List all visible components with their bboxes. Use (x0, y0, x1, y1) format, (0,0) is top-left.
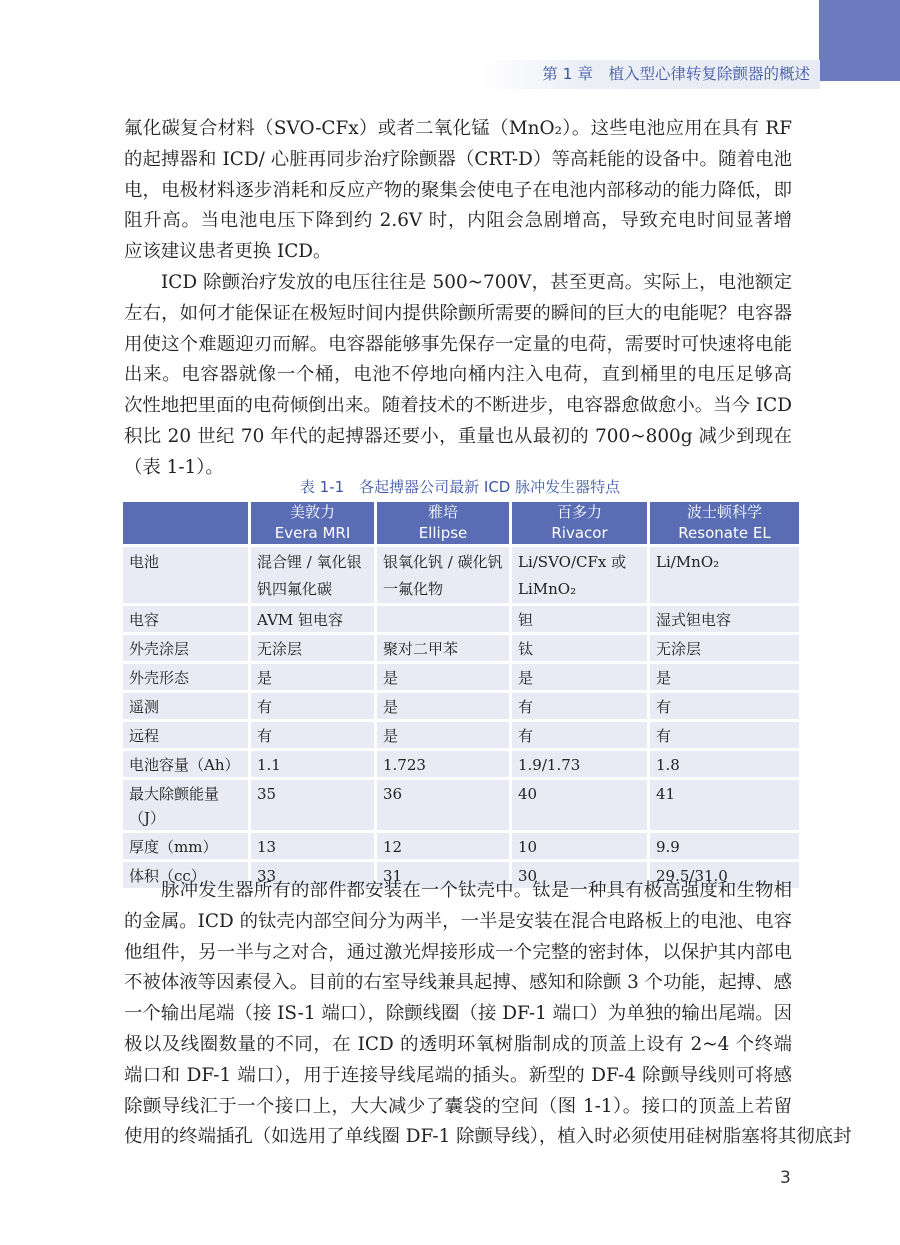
text-line: 的金属。ICD 的钛壳内部空间分为两半，一半是安装在混合电路板上的电池、电容 (124, 910, 792, 932)
chapter-title: 植入型心律转复除颤器的概述 (608, 65, 810, 83)
table-cell: 是 (376, 721, 511, 750)
table-cell: 12 (376, 832, 511, 861)
table-cell: 33 (250, 861, 376, 890)
chapter-number: 第 1 章 (542, 65, 593, 83)
row-label: 遥测 (122, 692, 250, 721)
table-row (122, 750, 801, 779)
table-cell: 是 (250, 663, 376, 692)
table-cell: 是 (376, 692, 511, 721)
row-label: 厚度（mm） (122, 832, 250, 861)
table-caption: 表 1-1 各起搏器公司最新 ICD 脉冲发生器特点 (299, 478, 621, 496)
table-cell: 9.9 (649, 832, 801, 861)
table-cell: 有 (511, 692, 649, 721)
column-model: Evera MRI (274, 524, 351, 542)
text-line: 他组件，另一半与之对合，通过激光焊接形成一个完整的密封体，以保护其内部电 (124, 941, 792, 963)
table-cell: 1.9/1.73 (511, 750, 649, 779)
table-row (122, 634, 801, 663)
column-company: 百多力 (556, 503, 602, 521)
table-cell: 30 (511, 861, 649, 890)
row-label: 最大除颤能量（J） (122, 779, 250, 832)
text-line: （表 1-1）。 (124, 456, 224, 478)
column-model: Resonate EL (678, 524, 771, 542)
table-cell: 是 (649, 663, 801, 692)
row-label: 体积（cc） (122, 861, 250, 890)
row-label: 电池 (122, 546, 250, 605)
text-line: 次性地把里面的电荷倾倒出来。随着技术的不断进步，电容器愈做愈小。当今 ICD (124, 395, 792, 417)
table-row (122, 663, 801, 692)
table-cell: 29.5/31.0 (649, 861, 801, 890)
column-company: 波士顿科学 (686, 503, 762, 521)
text-line: 使用的终端插孔（如选用了单线圈 DF-1 除颤导线），植入时必须使用硅树脂塞将其彻底封 (124, 1126, 852, 1148)
row-label: 外壳形态 (122, 663, 250, 692)
paragraph-2 (124, 268, 792, 484)
table-cell: 无涂层 (649, 634, 801, 663)
table-cell: 混合锂 / 氧化银钒四氟化碳 (250, 546, 376, 605)
text-line: 氟化碳复合材料（SVO-CFx）或者二氧化锰（MnO₂）。这些电池应用在具有 RF (124, 118, 792, 139)
table-row (122, 721, 801, 750)
running-header (542, 62, 810, 84)
column-header (122, 501, 250, 546)
column-header (376, 501, 511, 546)
column-model: Ellipse (418, 524, 468, 542)
column-header (511, 501, 649, 546)
table-cell: 湿式钽电容 (649, 605, 801, 634)
table-cell: Li/MnO₂ (649, 546, 801, 605)
table-row (122, 779, 801, 832)
table-cell: 是 (511, 663, 649, 692)
table-cell: 36 (376, 779, 511, 832)
table-cell: 41 (649, 779, 801, 832)
table-cell: 1.1 (250, 750, 376, 779)
paragraph-1 (124, 114, 792, 268)
table-row (122, 832, 801, 861)
table-header-row (122, 501, 801, 546)
chapter-tab-block (819, 0, 900, 81)
table-cell: Li/SVO/CFx 或 LiMnO₂ (511, 546, 649, 605)
row-label: 远程 (122, 721, 250, 750)
table-row (122, 546, 801, 605)
text-line: 除颤导线汇于一个接口上，大大减少了囊袋的空间（图 1-1）。接口的顶盖上若留 (124, 1095, 792, 1117)
table-cell: 有 (649, 692, 801, 721)
column-company: 雅培 (427, 503, 458, 521)
table-cell: 13 (250, 832, 376, 861)
text-line: 积比 20 世纪 70 年代的起搏器还要小，重量也从最初的 700~800g 减少到现在 (124, 425, 792, 447)
text-line: 脉冲发生器所有的部件都安装在一个钛壳中。钛是一种具有极高强度和生物相 (161, 880, 792, 901)
icd-comparison-table (120, 499, 802, 891)
table-cell (376, 605, 511, 634)
table-cell: 银氧化钒 / 碳化钒一氟化物 (376, 546, 511, 605)
text-line: 极以及线圈数量的不同，在 ICD 的透明环氧树脂制成的顶盖上设有 2~4 个终端 (124, 1033, 792, 1055)
table-cell: 聚对二甲苯 (376, 634, 511, 663)
column-header (250, 501, 376, 546)
text-line: 不被体液等因素侵入。目前的右室导线兼具起搏、感知和除颤 3 个功能，起搏、感 (124, 972, 792, 994)
table-row (122, 605, 801, 634)
table-cell: 钛 (511, 634, 649, 663)
row-label: 外壳涂层 (122, 634, 250, 663)
page-number: 3 (780, 1168, 791, 1188)
text-line: 用使这个难题迎刃而解。电容器能够事先保存一定量的电荷，需要时可快速将电能 (124, 333, 792, 355)
table-cell: 1.8 (649, 750, 801, 779)
table-cell: 有 (250, 721, 376, 750)
table-cell: 有 (511, 721, 649, 750)
table-row (122, 692, 801, 721)
text-line: 阻升高。当电池电压下降到约 2.6V 时，内阻会急剧增高，导致充电时间显著增 (124, 210, 792, 232)
row-label: 电容 (122, 605, 250, 634)
paragraph-3 (124, 876, 852, 1153)
table-cell: 无涂层 (250, 634, 376, 663)
column-company: 美敦力 (289, 503, 335, 521)
text-line: 应该建议患者更换 ICD。 (124, 241, 332, 263)
table-cell: 40 (511, 779, 649, 832)
text-line: 电，电极材料逐步消耗和反应产物的聚集会使电子在电池内部移动的能力降低，即 (124, 179, 792, 201)
text-line: ICD 除颤治疗发放的电压往往是 500~700V，甚至更高。实际上，电池额定 (161, 272, 792, 293)
table-cell: 35 (250, 779, 376, 832)
table-cell: 1.723 (376, 750, 511, 779)
text-line: 出来。电容器就像一个桶，电池不停地向桶内注入电荷，直到桶里的电压足够高 (124, 364, 792, 386)
text-line: 左右，如何才能保证在极短时间内提供除颤所需要的瞬间的巨大的电能呢？电容器 (124, 302, 792, 324)
table-cell: 钽 (511, 605, 649, 634)
table-cell: AVM 钽电容 (250, 605, 376, 634)
table-cell: 有 (649, 721, 801, 750)
column-header (649, 501, 801, 546)
table-cell: 有 (250, 692, 376, 721)
table-cell: 是 (376, 663, 511, 692)
column-model: Rivacor (551, 524, 608, 542)
text-line: 的起搏器和 ICD/ 心脏再同步治疗除颤器（CRT-D）等高耗能的设备中。随着电池 (124, 148, 792, 170)
row-label: 电池容量（Ah） (122, 750, 250, 779)
text-line: 一个输出尾端（接 IS-1 端口），除颤线圈（接 DF-1 端口）为单独的输出尾端。因 (124, 1003, 792, 1025)
text-line: 端口和 DF-1 端口），用于连接导线尾端的插头。新型的 DF-4 除颤导线则可将感 (124, 1064, 792, 1086)
table-cell: 31 (376, 861, 511, 890)
table-cell: 10 (511, 832, 649, 861)
